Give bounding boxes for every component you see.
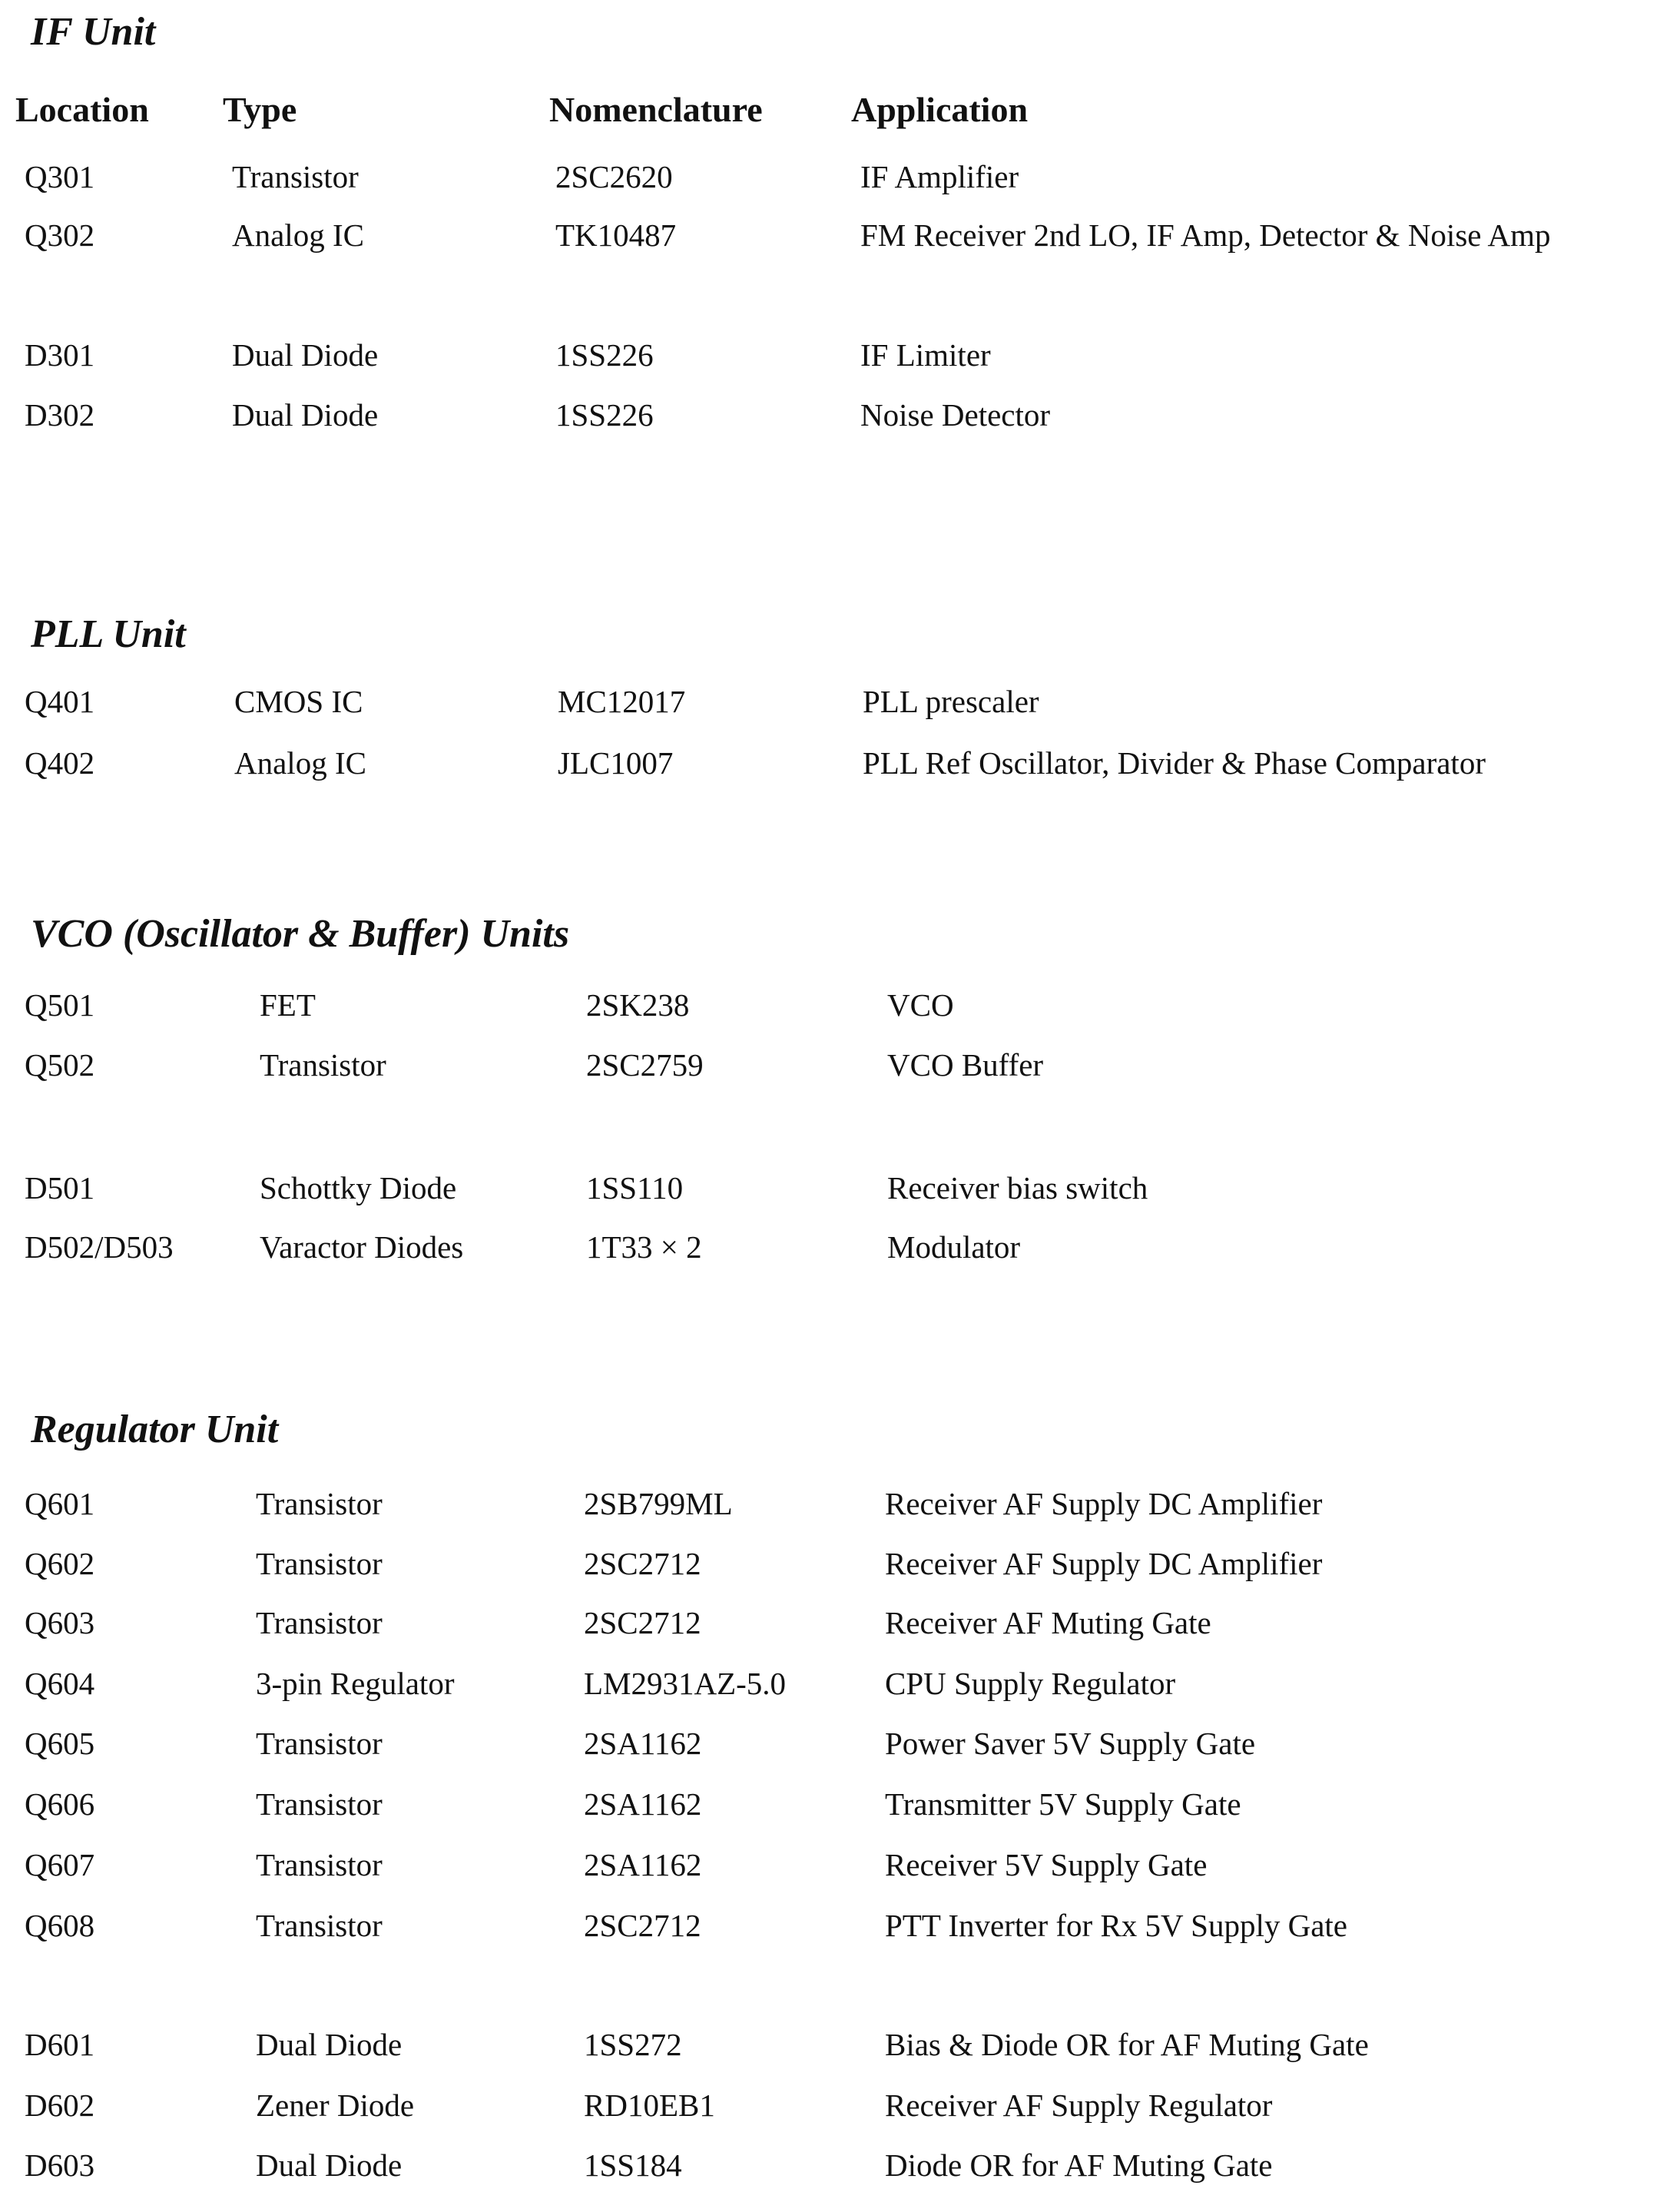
cell-nomenclature: 2SC2712 — [584, 1546, 701, 1581]
column-header-location: Location — [15, 90, 149, 129]
cell-application: Diode OR for AF Muting Gate — [885, 2147, 1273, 2183]
cell-type: Transistor — [260, 1047, 386, 1083]
cell-location: D501 — [25, 1170, 95, 1205]
table-row — [0, 1607, 1660, 1653]
cell-location: D601 — [25, 2027, 95, 2062]
cell-nomenclature: 2SA1162 — [584, 1786, 702, 1822]
cell-type: Dual Diode — [232, 397, 379, 433]
cell-application: FM Receiver 2nd LO, IF Amp, Detector & Noise Amp — [860, 217, 1551, 253]
table-row — [0, 1548, 1660, 1594]
cell-type: Zener Diode — [256, 2088, 415, 2123]
cell-application: IF Limiter — [860, 337, 991, 373]
cell-nomenclature: TK10487 — [555, 217, 677, 253]
table-row — [0, 1668, 1660, 1714]
cell-type: Varactor Diodes — [260, 1229, 464, 1265]
table-row — [0, 1849, 1660, 1895]
cell-location: Q602 — [25, 1546, 95, 1581]
cell-location: Q606 — [25, 1786, 95, 1822]
cell-location: D602 — [25, 2088, 95, 2123]
cell-nomenclature: LM2931AZ-5.0 — [584, 1666, 787, 1701]
table-row — [0, 397, 1660, 446]
cell-application: PLL Ref Oscillator, Divider & Phase Comparator — [863, 745, 1486, 781]
cell-nomenclature: 2SA1162 — [584, 1847, 702, 1882]
cell-type: Transistor — [256, 1786, 383, 1822]
cell-nomenclature: 2SA1162 — [584, 1726, 702, 1761]
cell-nomenclature: 2SC2620 — [555, 159, 673, 194]
cell-type: Dual Diode — [256, 2027, 403, 2062]
cell-nomenclature: 1SS110 — [586, 1170, 684, 1205]
section-title-if-unit: IF Unit — [31, 10, 156, 54]
table-row — [0, 1229, 1660, 1278]
table-row — [0, 2090, 1660, 2136]
cell-type: Dual Diode — [256, 2147, 403, 2183]
table-row — [0, 1910, 1660, 1956]
cell-type: Dual Diode — [232, 337, 379, 373]
table-row — [0, 1172, 1660, 1219]
cell-application: Transmitter 5V Supply Gate — [885, 1786, 1241, 1822]
cell-application: VCO — [887, 987, 954, 1023]
cell-application: Receiver AF Muting Gate — [885, 1605, 1211, 1640]
table-row — [0, 686, 1660, 732]
cell-location: D301 — [25, 337, 95, 373]
cell-nomenclature: 2SC2759 — [586, 1047, 704, 1083]
cell-type: Transistor — [256, 1847, 383, 1882]
cell-location: Q501 — [25, 987, 95, 1023]
cell-type: Analog IC — [232, 217, 364, 253]
cell-application: Modulator — [887, 1229, 1021, 1265]
cell-application: PLL prescaler — [863, 684, 1039, 719]
cell-type: Transistor — [232, 159, 359, 194]
cell-application: Receiver 5V Supply Gate — [885, 1847, 1208, 1882]
cell-application: IF Amplifier — [860, 159, 1019, 194]
table-row — [0, 2029, 1660, 2075]
cell-application: VCO Buffer — [887, 1047, 1044, 1083]
cell-type: Transistor — [256, 1605, 383, 1640]
cell-nomenclature: 2SB799ML — [584, 1486, 733, 1521]
cell-type: 3-pin Regulator — [256, 1666, 455, 1701]
cell-application: Receiver AF Supply Regulator — [885, 2088, 1273, 2123]
cell-application: Noise Detector — [860, 397, 1051, 433]
cell-location: D603 — [25, 2147, 95, 2183]
cell-type: Analog IC — [234, 745, 366, 781]
cell-application: Receiver AF Supply DC Amplifier — [885, 1546, 1323, 1581]
cell-application: CPU Supply Regulator — [885, 1666, 1176, 1701]
cell-application: Receiver AF Supply DC Amplifier — [885, 1486, 1323, 1521]
table-row — [0, 1488, 1660, 1534]
table-row — [0, 337, 1660, 386]
column-header-type: Type — [223, 90, 297, 129]
table-row — [0, 1047, 1660, 1096]
cell-type: Transistor — [256, 1726, 383, 1761]
cell-location: Q605 — [25, 1726, 95, 1761]
cell-location: Q401 — [25, 684, 95, 719]
cell-location: D302 — [25, 397, 95, 433]
cell-location: Q601 — [25, 1486, 95, 1521]
table-row — [0, 161, 1660, 207]
cell-type: Transistor — [256, 1486, 383, 1521]
cell-location: Q604 — [25, 1666, 95, 1701]
section-title-pll-unit: PLL Unit — [31, 612, 186, 656]
cell-location: Q301 — [25, 159, 95, 194]
cell-location: D502/D503 — [25, 1229, 174, 1265]
cell-application: Receiver bias switch — [887, 1170, 1148, 1205]
cell-nomenclature: 1T33 × 2 — [586, 1229, 702, 1265]
table-row — [0, 745, 1660, 794]
cell-location: Q608 — [25, 1908, 95, 1943]
cell-nomenclature: 2SK238 — [586, 987, 690, 1023]
cell-application: Power Saver 5V Supply Gate — [885, 1726, 1256, 1761]
cell-nomenclature: 2SC2712 — [584, 1908, 701, 1943]
cell-application: PTT Inverter for Rx 5V Supply Gate — [885, 1908, 1348, 1943]
cell-application: Bias & Diode OR for AF Muting Gate — [885, 2027, 1369, 2062]
table-row — [0, 1728, 1660, 1774]
cell-location: Q402 — [25, 745, 95, 781]
cell-nomenclature: 1SS226 — [555, 397, 654, 433]
table-row — [0, 987, 1660, 1036]
table-row — [0, 1786, 1660, 1835]
cell-location: Q302 — [25, 217, 95, 253]
cell-nomenclature: 1SS184 — [584, 2147, 682, 2183]
cell-type: Schottky Diode — [260, 1170, 457, 1205]
cell-type: Transistor — [256, 1908, 383, 1943]
cell-nomenclature: MC12017 — [558, 684, 686, 719]
cell-nomenclature: 1SS272 — [584, 2027, 682, 2062]
section-title-vco-units: VCO (Oscillator & Buffer) Units — [31, 912, 570, 956]
cell-nomenclature: 1SS226 — [555, 337, 654, 373]
cell-location: Q607 — [25, 1847, 95, 1882]
cell-location: Q502 — [25, 1047, 95, 1083]
section-title-regulator-unit: Regulator Unit — [31, 1408, 279, 1451]
cell-type: FET — [260, 987, 316, 1023]
table-row — [0, 2147, 1660, 2196]
column-header-nomenclature: Nomenclature — [549, 90, 763, 129]
cell-location: Q603 — [25, 1605, 95, 1640]
table-row — [0, 217, 1660, 266]
cell-nomenclature: RD10EB1 — [584, 2088, 715, 2123]
cell-nomenclature: 2SC2712 — [584, 1605, 701, 1640]
cell-type: CMOS IC — [234, 684, 363, 719]
column-header-application: Application — [851, 90, 1029, 129]
cell-type: Transistor — [256, 1546, 383, 1581]
cell-nomenclature: JLC1007 — [558, 745, 674, 781]
